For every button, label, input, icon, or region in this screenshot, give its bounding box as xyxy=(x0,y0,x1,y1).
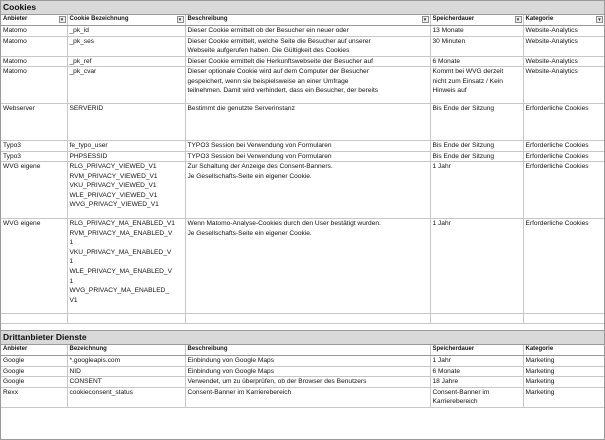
cell-kategorie[interactable]: Website-Analytics xyxy=(523,67,604,104)
cell-anbieter[interactable]: Typo3 xyxy=(1,151,67,162)
cell-anbieter[interactable]: WVG eigene xyxy=(1,162,67,219)
cell-beschreibung[interactable]: TYPO3 Session bei Verwendung von Formularen xyxy=(185,151,430,162)
column-header[interactable]: Speicherdauer ▼ xyxy=(430,15,523,26)
empty-cell[interactable] xyxy=(67,314,185,324)
cookie-row xyxy=(1,104,604,141)
third-party-header-row xyxy=(1,345,604,356)
cell-speicherdauer[interactable]: 6 Monate xyxy=(430,366,523,377)
dropdown-filter-icon[interactable]: ▼ xyxy=(515,17,521,22)
cookies-section-title: Cookies xyxy=(1,1,604,15)
cell-beschreibung[interactable]: Dieser Cookie ermittelt, welche Seite die Besucher auf unserer Webseite aufgerufen haben. Die Gültigkeit des Cookies xyxy=(185,36,430,56)
cookie-row xyxy=(1,141,604,152)
cell-speicherdauer[interactable]: 30 Minuten xyxy=(430,36,523,56)
cell-name[interactable]: _pk_ses xyxy=(67,36,185,56)
cell-speicherdauer[interactable]: 1 Jahr xyxy=(430,219,523,314)
cell-name[interactable]: *.googleapis.com xyxy=(67,356,185,367)
cookie-row xyxy=(1,26,604,37)
cell-speicherdauer[interactable]: 13 Monate xyxy=(430,26,523,37)
empty-cell[interactable] xyxy=(185,314,430,324)
cell-anbieter[interactable]: Google xyxy=(1,366,67,377)
third-party-table xyxy=(1,345,604,408)
cookies-table xyxy=(1,15,604,324)
cell-name[interactable]: cookieconsent_status xyxy=(67,387,185,407)
column-header[interactable]: Kategorie xyxy=(523,345,604,356)
cell-kategorie[interactable]: Website-Analytics xyxy=(523,26,604,37)
third-party-row xyxy=(1,366,604,377)
cookie-row xyxy=(1,67,604,104)
column-header[interactable]: Bezeichnung xyxy=(67,345,185,356)
cell-kategorie[interactable]: Website-Analytics xyxy=(523,36,604,56)
cell-name[interactable]: RLG_PRIVACY_VIEWED_V1 RVM_PRIVACY_VIEWED_V1 VKU_PRIVACY_VIEWED_V1 WLE_PRIVACY_VIEWED_V1 WVG_PRIVACY_VIEWED_V1 xyxy=(67,162,185,219)
cell-speicherdauer[interactable]: Bis Ende der Sitzung xyxy=(430,104,523,141)
cell-name[interactable]: NID xyxy=(67,366,185,377)
section-spacer xyxy=(1,324,604,331)
cell-speicherdauer[interactable]: Consent-Banner im Karrierebereich xyxy=(430,387,523,407)
cell-name[interactable]: PHPSESSID xyxy=(67,151,185,162)
cookie-row xyxy=(1,56,604,67)
cell-speicherdauer[interactable]: Bis Ende der Sitzung xyxy=(430,151,523,162)
cookie-row xyxy=(1,36,604,56)
cell-anbieter[interactable]: Google xyxy=(1,356,67,367)
dropdown-filter-icon[interactable]: ▼ xyxy=(177,17,183,22)
empty-cell[interactable] xyxy=(1,314,67,324)
cell-beschreibung[interactable]: Bestimmt die genutzte Serverinstanz xyxy=(185,104,430,141)
cell-anbieter[interactable]: WVG eigene xyxy=(1,219,67,314)
cell-beschreibung[interactable]: Verwendet, um zu überprüfen, ob der Browser des Benutzers xyxy=(185,377,430,388)
cell-name[interactable]: RLG_PRIVACY_MA_ENABLED_V1 RVM_PRIVACY_MA_ENABLED_V 1 VKU_PRIVACY_MA_ENABLED_V 1 WLE_PRIVACY_MA_ENABLED_V 1 WVG_PRIVACY_MA_ENABLED_ V1 xyxy=(67,219,185,314)
cookie-row xyxy=(1,151,604,162)
cell-anbieter[interactable]: Webserver xyxy=(1,104,67,141)
third-party-section-title: Drittanbieter Dienste xyxy=(1,331,604,345)
column-header[interactable]: Beschreibung xyxy=(185,345,430,356)
cell-beschreibung[interactable]: Consent-Banner im Karrierebereich xyxy=(185,387,430,407)
cell-name[interactable]: _pk_ref xyxy=(67,56,185,67)
cell-beschreibung[interactable]: Dieser optionale Cookie wird auf dem Computer der Besucher gespeichert, wenn sie beispielsweise an einer Umfrage teilnehmen. Damit wird verhindert, dass ein Besucher, der bereits xyxy=(185,67,430,104)
cell-beschreibung[interactable]: Zur Schaltung der Anzeige des Consent-Banners. Je Gesellschafts-Seite ein eigener Cookie. xyxy=(185,162,430,219)
cell-beschreibung[interactable]: Einbindung von Google Maps xyxy=(185,366,430,377)
column-header[interactable]: Anbieter xyxy=(1,345,67,356)
column-header[interactable]: Kategorie ▼ xyxy=(523,15,604,26)
cell-kategorie[interactable]: Erforderliche Cookies xyxy=(523,219,604,314)
cell-name[interactable]: _pk_cvar xyxy=(67,67,185,104)
cell-speicherdauer[interactable]: 6 Monate xyxy=(430,56,523,67)
third-party-row xyxy=(1,377,604,388)
cell-kategorie[interactable]: Erforderliche Cookies xyxy=(523,162,604,219)
cell-beschreibung[interactable]: TYPO3 Session bei Verwendung von Formularen xyxy=(185,141,430,152)
column-header[interactable]: Speicherdauer xyxy=(430,345,523,356)
cell-anbieter[interactable]: Rexx xyxy=(1,387,67,407)
cell-name[interactable]: CONSENT xyxy=(67,377,185,388)
empty-cell[interactable] xyxy=(430,314,523,324)
cell-beschreibung[interactable]: Dieser Cookie ermittelt die Herkunftswebseite der Besucher auf xyxy=(185,56,430,67)
cell-kategorie[interactable]: Erforderliche Cookies xyxy=(523,104,604,141)
cell-kategorie[interactable]: Marketing xyxy=(523,356,604,367)
column-header[interactable]: Beschreibung ▼ xyxy=(185,15,430,26)
dropdown-filter-icon[interactable]: ▼ xyxy=(59,17,65,22)
cell-speicherdauer[interactable]: 18 Jahre xyxy=(430,377,523,388)
cookie-row xyxy=(1,219,604,314)
cookie-row xyxy=(1,162,604,219)
cell-anbieter[interactable]: Google xyxy=(1,377,67,388)
cell-kategorie[interactable]: Erforderliche Cookies xyxy=(523,141,604,152)
cell-name[interactable]: _pk_id xyxy=(67,26,185,37)
cell-beschreibung[interactable]: Einbindung von Google Maps xyxy=(185,356,430,367)
column-header[interactable]: Anbieter ▼ xyxy=(1,15,67,26)
empty-cell[interactable] xyxy=(523,314,604,324)
third-party-row xyxy=(1,387,604,407)
cell-beschreibung[interactable]: Dieser Cookie ermittelt ob der Besucher ein neuer oder xyxy=(185,26,430,37)
cell-beschreibung[interactable]: Wenn Matomo-Analyse-Cookies durch den User bestätigt wurden. Je Gesellschafts-Seite ein eigener Cookie. xyxy=(185,219,430,314)
cell-name[interactable]: fe_typo_user xyxy=(67,141,185,152)
cell-kategorie[interactable]: Marketing xyxy=(523,377,604,388)
cell-anbieter[interactable]: Matomo xyxy=(1,36,67,56)
empty-row xyxy=(1,314,604,324)
cell-kategorie[interactable]: Website-Analytics xyxy=(523,56,604,67)
cell-speicherdauer[interactable]: Bis Ende der Sitzung xyxy=(430,141,523,152)
cell-anbieter[interactable]: Matomo xyxy=(1,26,67,37)
cell-anbieter[interactable]: Typo3 xyxy=(1,141,67,152)
cell-kategorie[interactable]: Erforderliche Cookies xyxy=(523,151,604,162)
cell-anbieter[interactable]: Matomo xyxy=(1,67,67,104)
cell-kategorie[interactable]: Marketing xyxy=(523,366,604,377)
third-party-row xyxy=(1,356,604,367)
dropdown-filter-icon[interactable]: ▼ xyxy=(422,17,428,22)
column-header[interactable]: Cookie Bezeichnung ▼ xyxy=(67,15,185,26)
dropdown-filter-icon[interactable]: ▼ xyxy=(597,17,602,22)
cell-kategorie[interactable]: Marketing xyxy=(523,387,604,407)
cell-anbieter[interactable]: Matomo xyxy=(1,56,67,67)
cell-name[interactable]: SERVERID xyxy=(67,104,185,141)
cell-speicherdauer[interactable]: 1 Jahr xyxy=(430,356,523,367)
cookies-header-row xyxy=(1,15,604,26)
cell-speicherdauer[interactable]: 1 Jahr xyxy=(430,162,523,219)
cell-speicherdauer[interactable]: Kommt bei WVG derzeit nicht zum Einsatz / Kein Hinweis auf xyxy=(430,67,523,104)
